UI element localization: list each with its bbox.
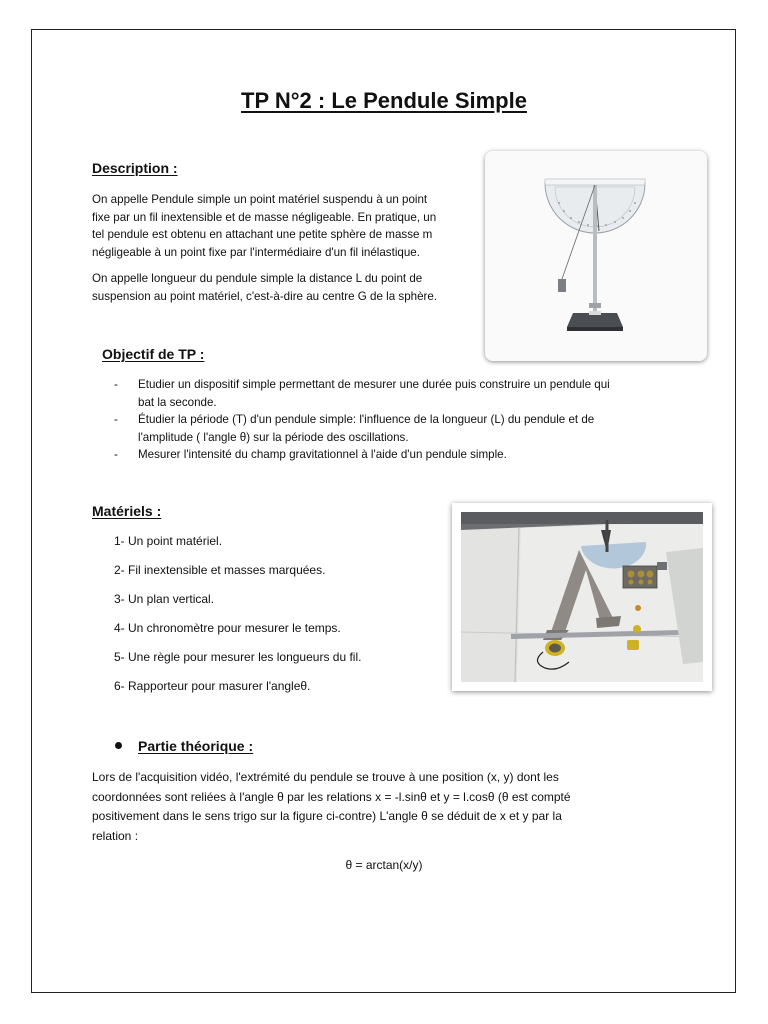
formula: θ = arctan(x/y) xyxy=(345,858,423,872)
description-paragraph-1 xyxy=(92,191,492,261)
text-line: tel pendule est obtenu en attachant une petite sphère de masse m xyxy=(92,228,433,241)
text-line: bat la seconde. xyxy=(138,395,217,409)
list-item: 3- Un plan vertical. xyxy=(114,592,215,606)
list-item xyxy=(114,376,674,411)
text-line: suspension au point matériel, c'est-à-dire au centre G de la sphère. xyxy=(92,289,438,303)
text-line: fixe par un fil inextensible et de masse négligeable. En pratique, un xyxy=(92,210,437,224)
materials-illustration xyxy=(461,512,703,682)
text-line: Lors de l'acquisition vidéo, l'extrémité du pendule se trouve à une position (x, y) dont les xyxy=(92,770,559,784)
text-line: coordonnées sont reliées à l'angle θ par les relations x = -l.sinθ et y = l.cosθ (θ est compté xyxy=(92,789,571,804)
text-line: l'amplitude ( l'angle θ) sur la période des oscillations. xyxy=(138,430,409,444)
bullet-dot xyxy=(115,742,122,749)
pendulum-illustration xyxy=(485,151,707,361)
description-heading: Description : xyxy=(92,160,178,176)
list-item: 5- Une règle pour mesurer les longueurs du fil. xyxy=(114,650,362,664)
text-line: négligeable à un point fixe par l'intermédiaire d'un fil inélastique. xyxy=(92,245,420,259)
materials-photo xyxy=(452,503,712,691)
text-line: - Étudier la période (T) d'un pendule simple: l'influence de la longueur (L) du pendule et de xyxy=(138,413,595,426)
text-line: - Etudier un dispositif simple permettant de mesurer une durée puis construire un pendule qui xyxy=(138,378,610,391)
objectif-list xyxy=(114,376,674,464)
list-item xyxy=(114,411,674,446)
text-line: On appelle longueur du pendule simple la distance L du point de xyxy=(92,272,423,285)
materials-photo-image xyxy=(461,512,703,682)
text-line: On appelle Pendule simple un point matériel suspendu à un point xyxy=(92,193,428,206)
materiels-heading: Matériels : xyxy=(92,503,162,519)
objectif-heading: Objectif de TP : xyxy=(102,346,205,362)
description-paragraph-2 xyxy=(92,270,492,305)
theorie-paragraph xyxy=(92,768,692,846)
theorie-heading: Partie théorique : xyxy=(138,738,254,754)
text-line: - Mesurer l'intensité du champ gravitationnel à l'aide d'un pendule simple. xyxy=(138,448,507,461)
list-item: 6- Rapporteur pour masurer l'angleθ. xyxy=(114,679,311,693)
text-line: positivement dans le sens trigo sur la figure ci-contre) L'angle θ se déduit de x et y par la xyxy=(92,809,562,823)
list-item: 4- Un chronomètre pour mesurer le temps. xyxy=(114,621,341,635)
list-item: 1- Un point matériel. xyxy=(114,534,223,548)
list-item: 2- Fil inextensible et masses marquées. xyxy=(114,563,326,577)
pendulum-photo xyxy=(485,151,707,361)
list-item xyxy=(114,446,674,464)
text-line: relation : xyxy=(92,828,139,843)
page-title: TP N°2 : Le Pendule Simple xyxy=(241,88,527,113)
